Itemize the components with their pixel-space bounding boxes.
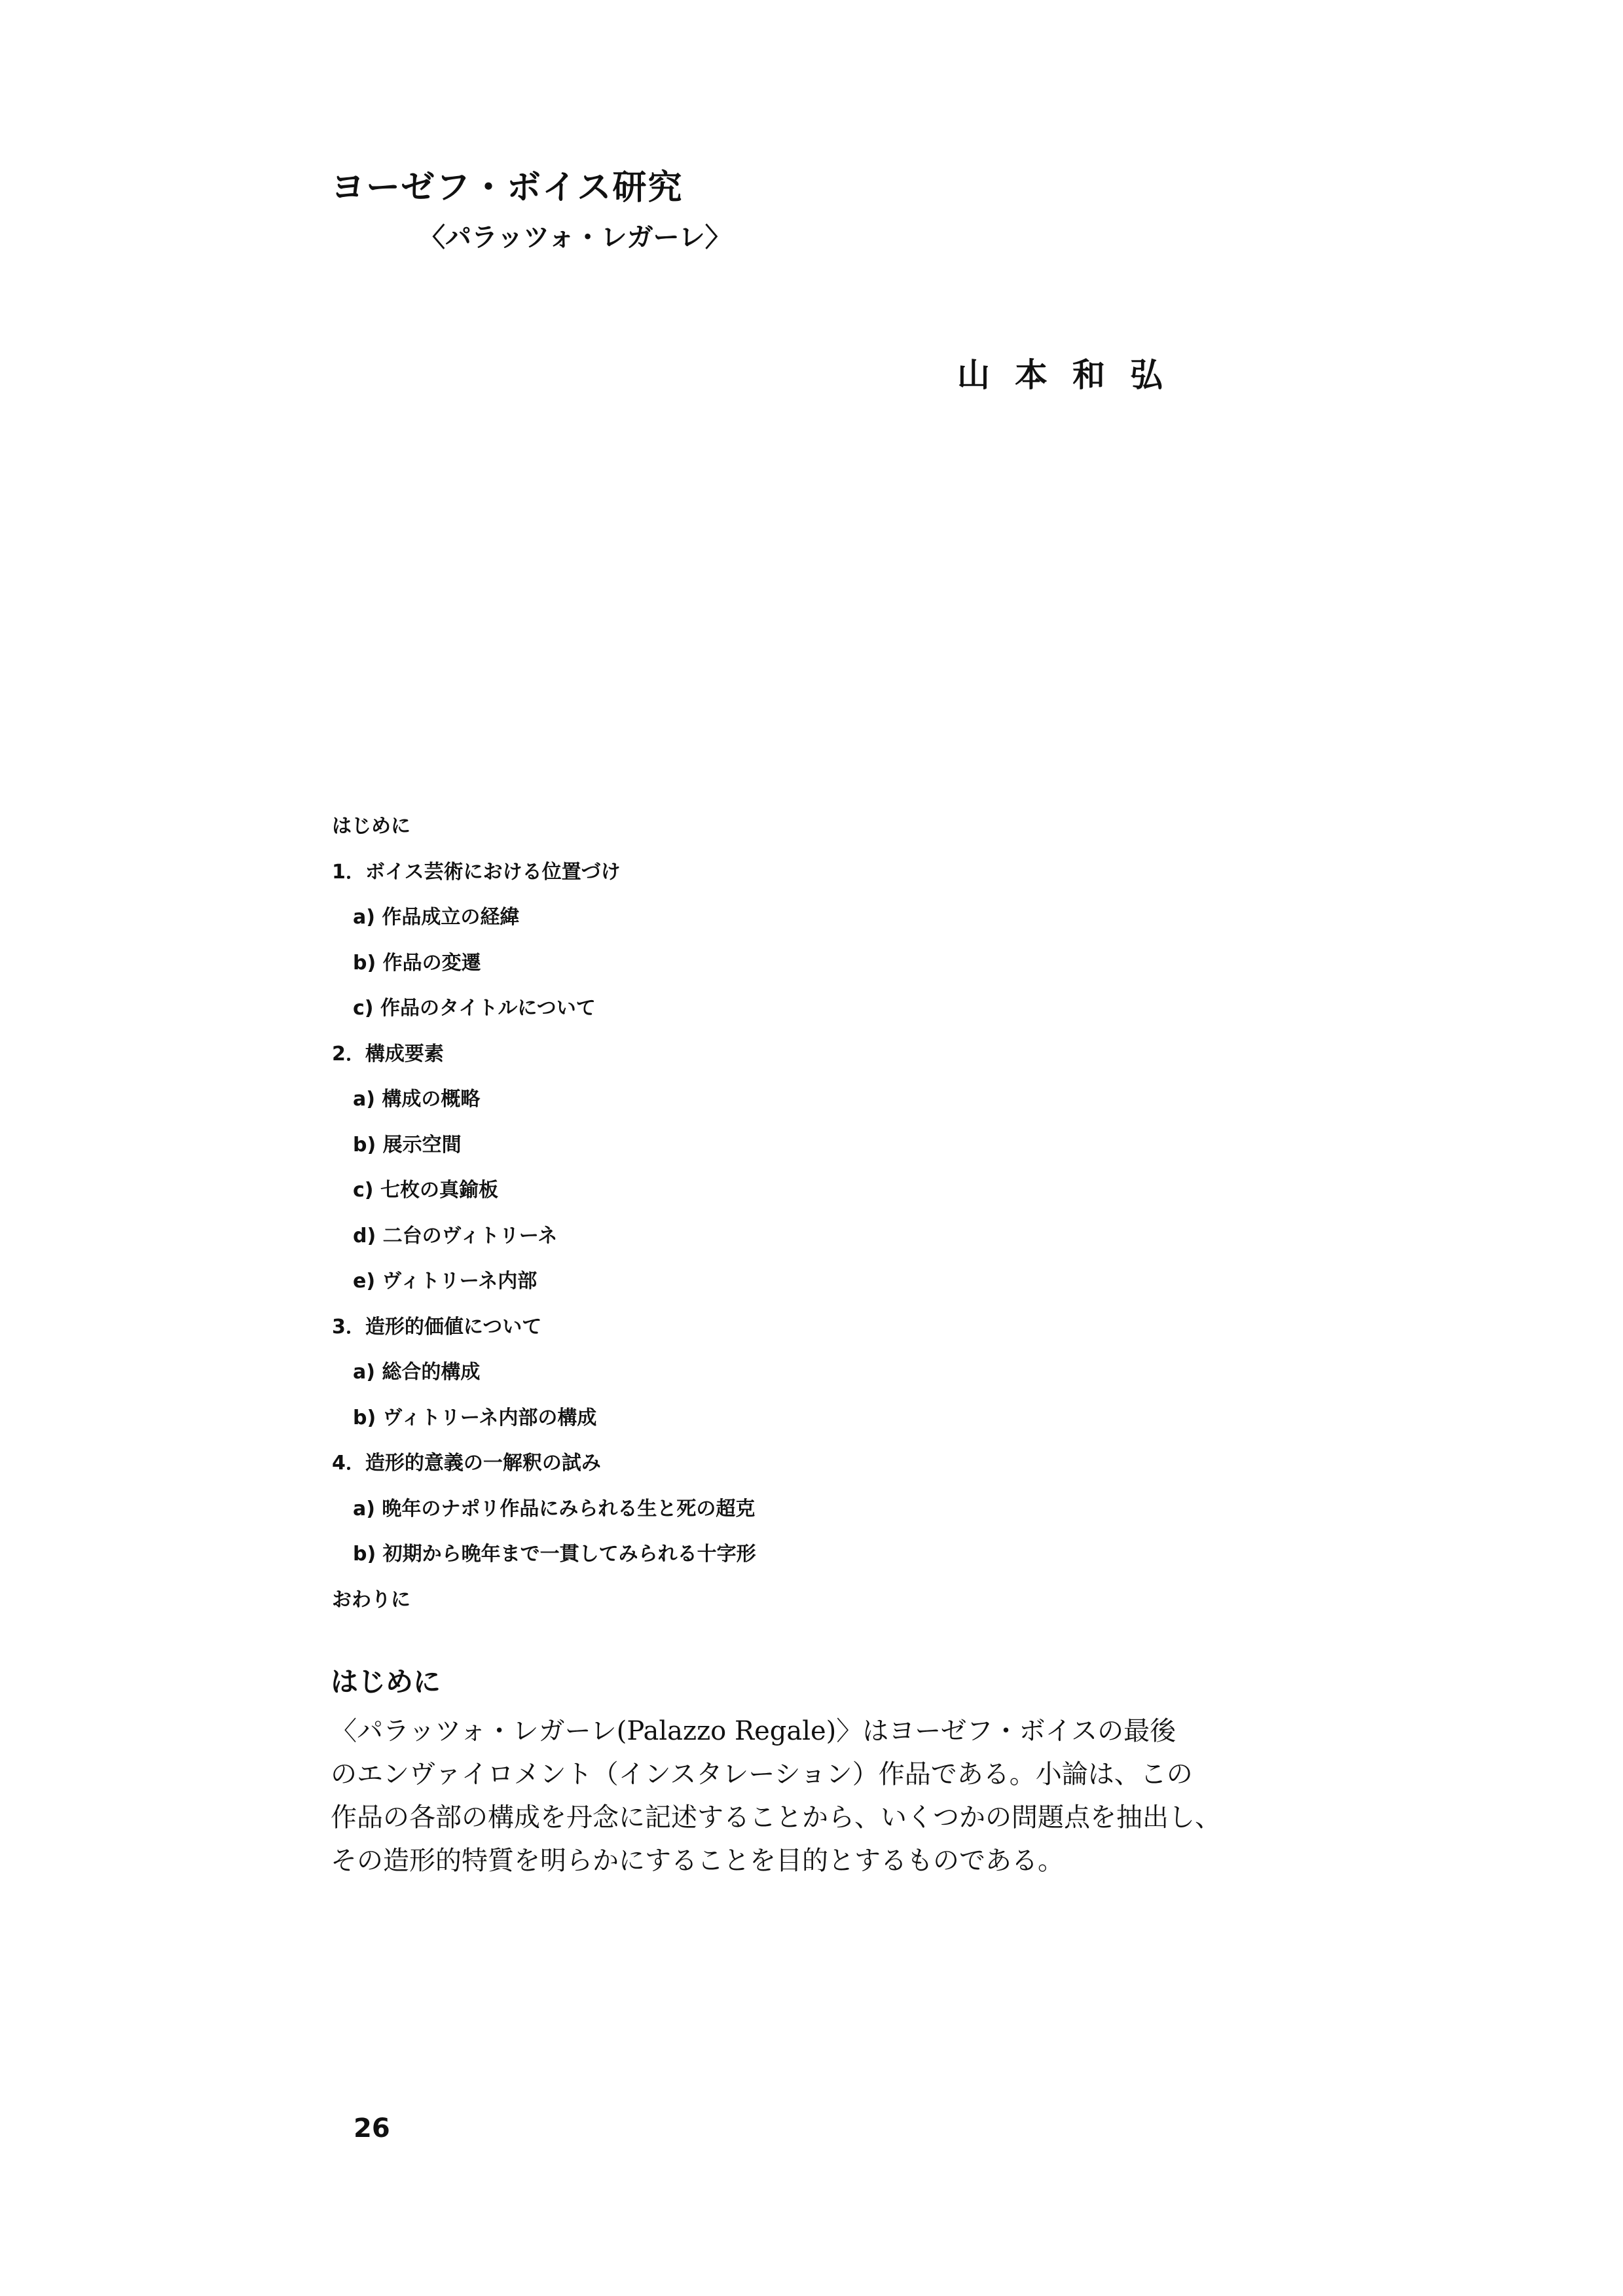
toc-item: b) 展示空間 (353, 1133, 462, 1157)
toc-item: a) 構成の概略 (353, 1088, 481, 1111)
toc-item: e) ヴィトリーネ内部 (353, 1270, 538, 1293)
paragraph-line: 作品の各部の構成を丹念に記述することから、いくつかの問題点を抽出し、 (331, 1803, 1221, 1833)
toc-item: d) 二台のヴィトリーネ (353, 1224, 558, 1247)
toc-item: b) 作品の変遷 (353, 951, 481, 975)
toc-item: a) 作品成立の経緯 (353, 906, 520, 929)
paragraph-line: のエンヴァイロメント（インスタレーション）作品である。小論は、この (331, 1759, 1193, 1789)
toc-item: a) 晩年のナポリ作品にみられる生と死の超克 (353, 1497, 756, 1520)
toc-item: はじめに (332, 815, 410, 838)
table-of-contents (332, 810, 756, 1629)
toc-item: c) 七枚の真鍮板 (353, 1179, 498, 1202)
paper-title: ヨーゼフ・ボイス研究 (331, 168, 684, 207)
toc-item: 3．造形的価値について (332, 1315, 542, 1338)
intro-heading: はじめに (331, 1666, 441, 1698)
toc-item: a) 総合的構成 (353, 1361, 481, 1384)
page-number: 26 (354, 2113, 390, 2144)
paper-subtitle: 〈パラッツォ・レガーレ〉 (419, 223, 731, 253)
toc-item: 1．ボイス芸術における位置づけ (332, 860, 621, 884)
toc-item: 2．構成要素 (332, 1042, 444, 1066)
paragraph-line: 〈パラッツォ・レガーレ(Palazzo Regale)〉はヨーゼフ・ボイスの最後 (331, 1716, 1176, 1746)
toc-item: b) 初期から晩年まで一貫してみられる十字形 (353, 1543, 756, 1566)
toc-item: b) ヴィトリーネ内部の構成 (353, 1406, 597, 1429)
toc-item: 4．造形的意義の一解釈の試み (332, 1452, 601, 1475)
author-name: 山本和弘 (957, 356, 1188, 394)
toc-item: おわりに (332, 1588, 410, 1611)
toc-item: c) 作品のタイトルについて (353, 997, 596, 1020)
intro-paragraph (331, 1710, 1234, 1882)
paragraph-line: その造形的特質を明らかにすることを目的とするものである。 (331, 1846, 1064, 1876)
